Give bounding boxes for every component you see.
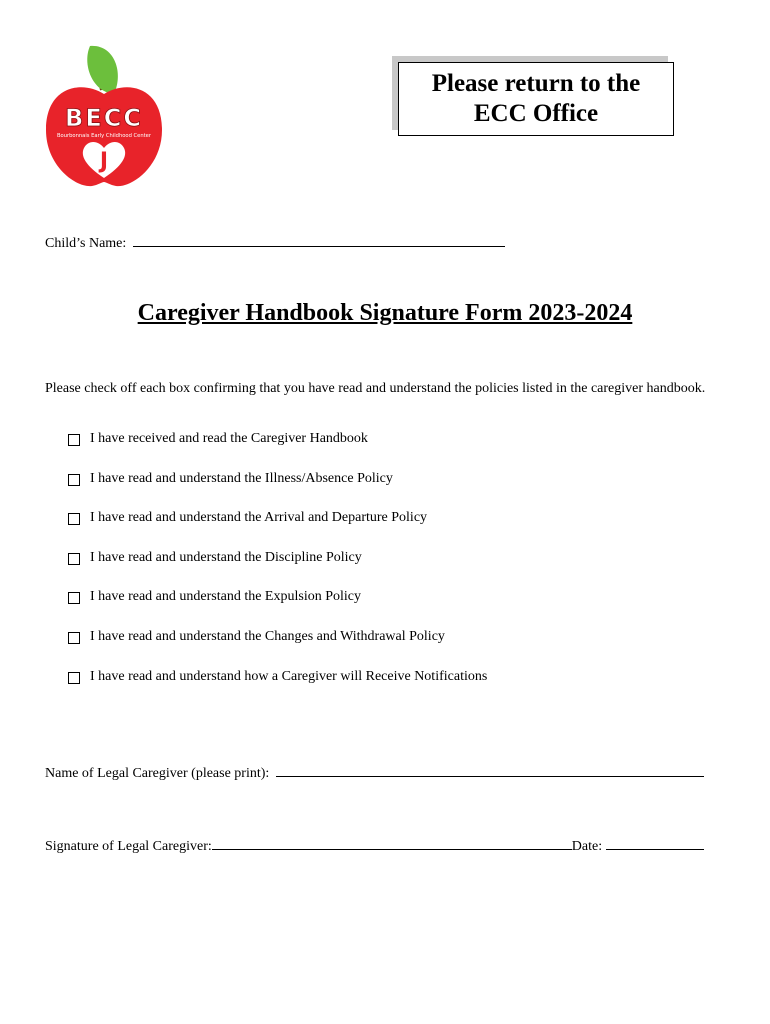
checkbox[interactable] [68, 553, 80, 565]
checkbox[interactable] [68, 513, 80, 525]
date-label: Date: [571, 839, 603, 854]
checklist-item [68, 431, 487, 471]
becc-apple-logo [42, 42, 166, 188]
date-field[interactable] [606, 835, 704, 850]
child-name-label: Child’s Name: [45, 236, 127, 251]
checklist-item-label: I have received and read the Caregiver Handbook [90, 431, 368, 446]
checklist-item [68, 471, 487, 511]
checkbox[interactable] [68, 592, 80, 604]
checkbox[interactable] [68, 672, 80, 684]
checkbox[interactable] [68, 632, 80, 644]
form-title: Caregiver Handbook Signature Form 2023-2024 [137, 300, 633, 326]
leaf-icon [87, 46, 118, 94]
checklist-item-label: I have read and understand the Expulsion Policy [90, 589, 361, 605]
checklist-item-label: I have read and understand the Illness/Absence Policy [90, 470, 393, 486]
checklist-item-label: I have read and understand the Discipline Policy [90, 549, 362, 565]
checklist-item [68, 589, 487, 629]
checklist-item [68, 669, 487, 709]
checklist-item [68, 510, 487, 550]
return-to-office-box [398, 62, 674, 136]
child-name-row [45, 232, 505, 252]
intro-text: Please check off each box confirming that you have read and understand the policies listed in the caregiver handbook. [45, 381, 706, 396]
logo-letters: BECC [65, 104, 143, 132]
heart-letter: J [99, 149, 109, 174]
checkbox[interactable] [68, 434, 80, 446]
checklist-item [68, 629, 487, 669]
signature-label: Signature of Legal Caregiver: [45, 839, 212, 854]
checkbox[interactable] [68, 474, 80, 486]
child-name-field[interactable] [133, 232, 505, 247]
signature-field[interactable] [212, 835, 572, 850]
caregiver-name-field[interactable] [276, 762, 704, 777]
checklist-item-label: I have read and understand the Changes and Withdrawal Policy [90, 628, 445, 644]
caregiver-name-label: Name of Legal Caregiver (please print): [45, 766, 270, 781]
return-box-line-2: ECC Office [473, 100, 599, 127]
checklist-item-label: I have read and understand the Arrival and Departure Policy [90, 510, 428, 526]
return-box-line-1: Please return to the [431, 70, 641, 97]
policy-checklist [68, 431, 487, 708]
logo-subtitle: Bourbonnais Early Childhood Center [56, 133, 152, 139]
checklist-item-label: I have read and understand how a Caregiver will Receive Notifications [90, 668, 488, 684]
checklist-item [68, 550, 487, 590]
signature-row [45, 835, 704, 855]
caregiver-name-row [45, 762, 704, 782]
